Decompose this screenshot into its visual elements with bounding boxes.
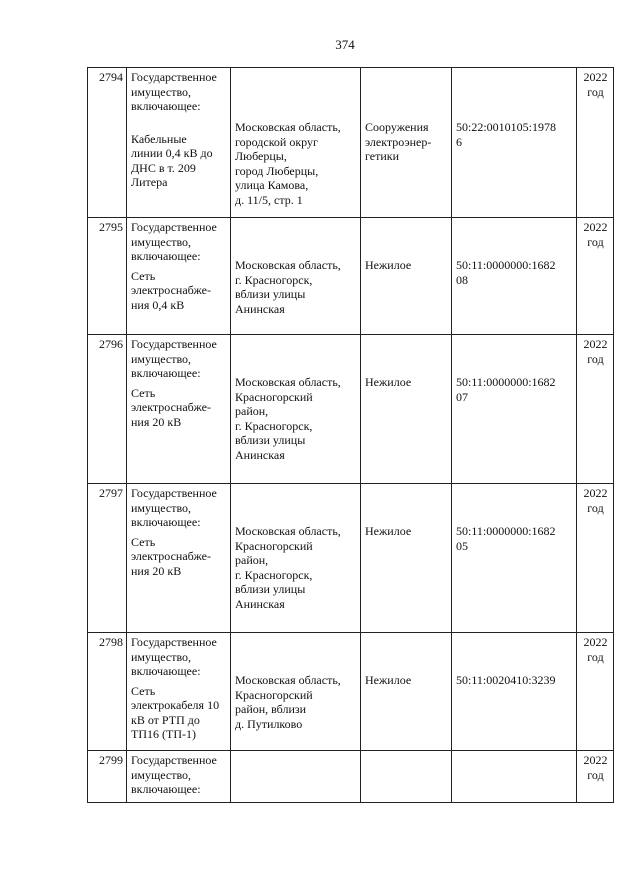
cadastral-number: 50:11:0020410:3239 — [456, 673, 556, 687]
page-number: 374 — [335, 37, 355, 52]
row-number: 2795 — [88, 218, 127, 335]
address-cell — [231, 335, 361, 484]
address-cell — [231, 218, 361, 335]
object-name: Сеть электроснабже- ния 20 кВ — [131, 534, 211, 578]
object-group-header: Государственное имущество, включающее: — [131, 70, 217, 113]
address-cell — [231, 484, 361, 633]
row-number: 2799 — [88, 751, 127, 803]
year-cell — [577, 68, 614, 218]
table-row — [88, 335, 614, 484]
cadastral-number: 50:11:0000000:1682 07 — [456, 375, 556, 404]
object-type: Нежилое — [365, 258, 412, 272]
address-cell — [231, 68, 361, 218]
object-name: Сеть электроснабже- ния 20 кВ — [131, 385, 211, 429]
row-number: 2794 — [88, 68, 127, 218]
table-row — [88, 484, 614, 633]
cadastral-cell — [452, 633, 577, 751]
object-name-cell — [127, 633, 231, 751]
type-cell — [361, 218, 452, 335]
type-cell — [361, 751, 452, 803]
row-number: 2798 — [88, 633, 127, 751]
cadastral-number: 50:22:0010105:1978 6 — [456, 120, 557, 149]
type-cell — [361, 484, 452, 633]
object-name-cell — [127, 751, 231, 803]
object-name: Кабельные линии 0,4 кВ до ДНС в т. 209 Литера — [131, 131, 213, 189]
year: 2022 год — [583, 635, 608, 664]
cadastral-number: 50:11:0000000:1682 05 — [456, 524, 556, 553]
object-name: Сеть электрокабеля 10 кВ от РТП до ТП16 (ТП-1) — [131, 683, 220, 741]
cadastral-number: 50:11:0000000:1682 08 — [456, 258, 556, 287]
cadastral-cell — [452, 68, 577, 218]
table-row — [88, 68, 614, 218]
cadastral-cell — [452, 218, 577, 335]
year-cell — [577, 484, 614, 633]
object-type: Сооружения электроэнер- гетики — [365, 120, 432, 163]
object-name-cell — [127, 218, 231, 335]
type-cell — [361, 633, 452, 751]
year: 2022 год — [583, 337, 608, 366]
year-cell — [577, 751, 614, 803]
year-cell — [577, 633, 614, 751]
type-cell — [361, 68, 452, 218]
row-number: 2797 — [88, 484, 127, 633]
object-address: Московская область, Красногорский район, г. Красногорск, вблизи улицы Анинская — [235, 375, 341, 462]
type-cell — [361, 335, 452, 484]
year: 2022 год — [583, 753, 608, 782]
object-group-header: Государственное имущество, включающее: — [131, 635, 217, 678]
object-type: Нежилое — [365, 524, 412, 538]
year: 2022 год — [583, 220, 608, 249]
object-name-cell — [127, 484, 231, 633]
year: 2022 год — [583, 486, 608, 515]
year: 2022 год — [583, 70, 608, 99]
cadastral-cell — [452, 751, 577, 803]
address-cell — [231, 751, 361, 803]
object-address: Московская область, Красногорский район, г. Красногорск, вблизи улицы Анинская — [235, 524, 341, 611]
cadastral-cell — [452, 484, 577, 633]
object-address: Московская область, г. Красногорск, вблизи улицы Анинская — [235, 258, 341, 316]
object-type: Нежилое — [365, 673, 412, 687]
object-address: Московская область, городской округ Люберцы, город Люберцы, улица Камова, д. 11/5, стр. 1 — [235, 120, 341, 207]
object-address: Московская область, Красногорский район, вблизи д. Путилково — [235, 673, 341, 731]
object-name-cell — [127, 68, 231, 218]
object-group-header: Государственное имущество, включающее: — [131, 337, 217, 380]
property-registry-table — [87, 67, 614, 803]
table-row — [88, 633, 614, 751]
row-number: 2796 — [88, 335, 127, 484]
year-cell — [577, 218, 614, 335]
object-group-header: Государственное имущество, включающее: — [131, 486, 217, 529]
year-cell — [577, 335, 614, 484]
table-row — [88, 751, 614, 803]
object-group-header: Государственное имущество, включающее: — [131, 220, 217, 263]
object-group-header: Государственное имущество, включающее: — [131, 753, 217, 796]
table-row — [88, 218, 614, 335]
object-type: Нежилое — [365, 375, 412, 389]
cadastral-cell — [452, 335, 577, 484]
object-name: Сеть электроснабже- ния 0,4 кВ — [131, 268, 211, 312]
object-name-cell — [127, 335, 231, 484]
address-cell — [231, 633, 361, 751]
